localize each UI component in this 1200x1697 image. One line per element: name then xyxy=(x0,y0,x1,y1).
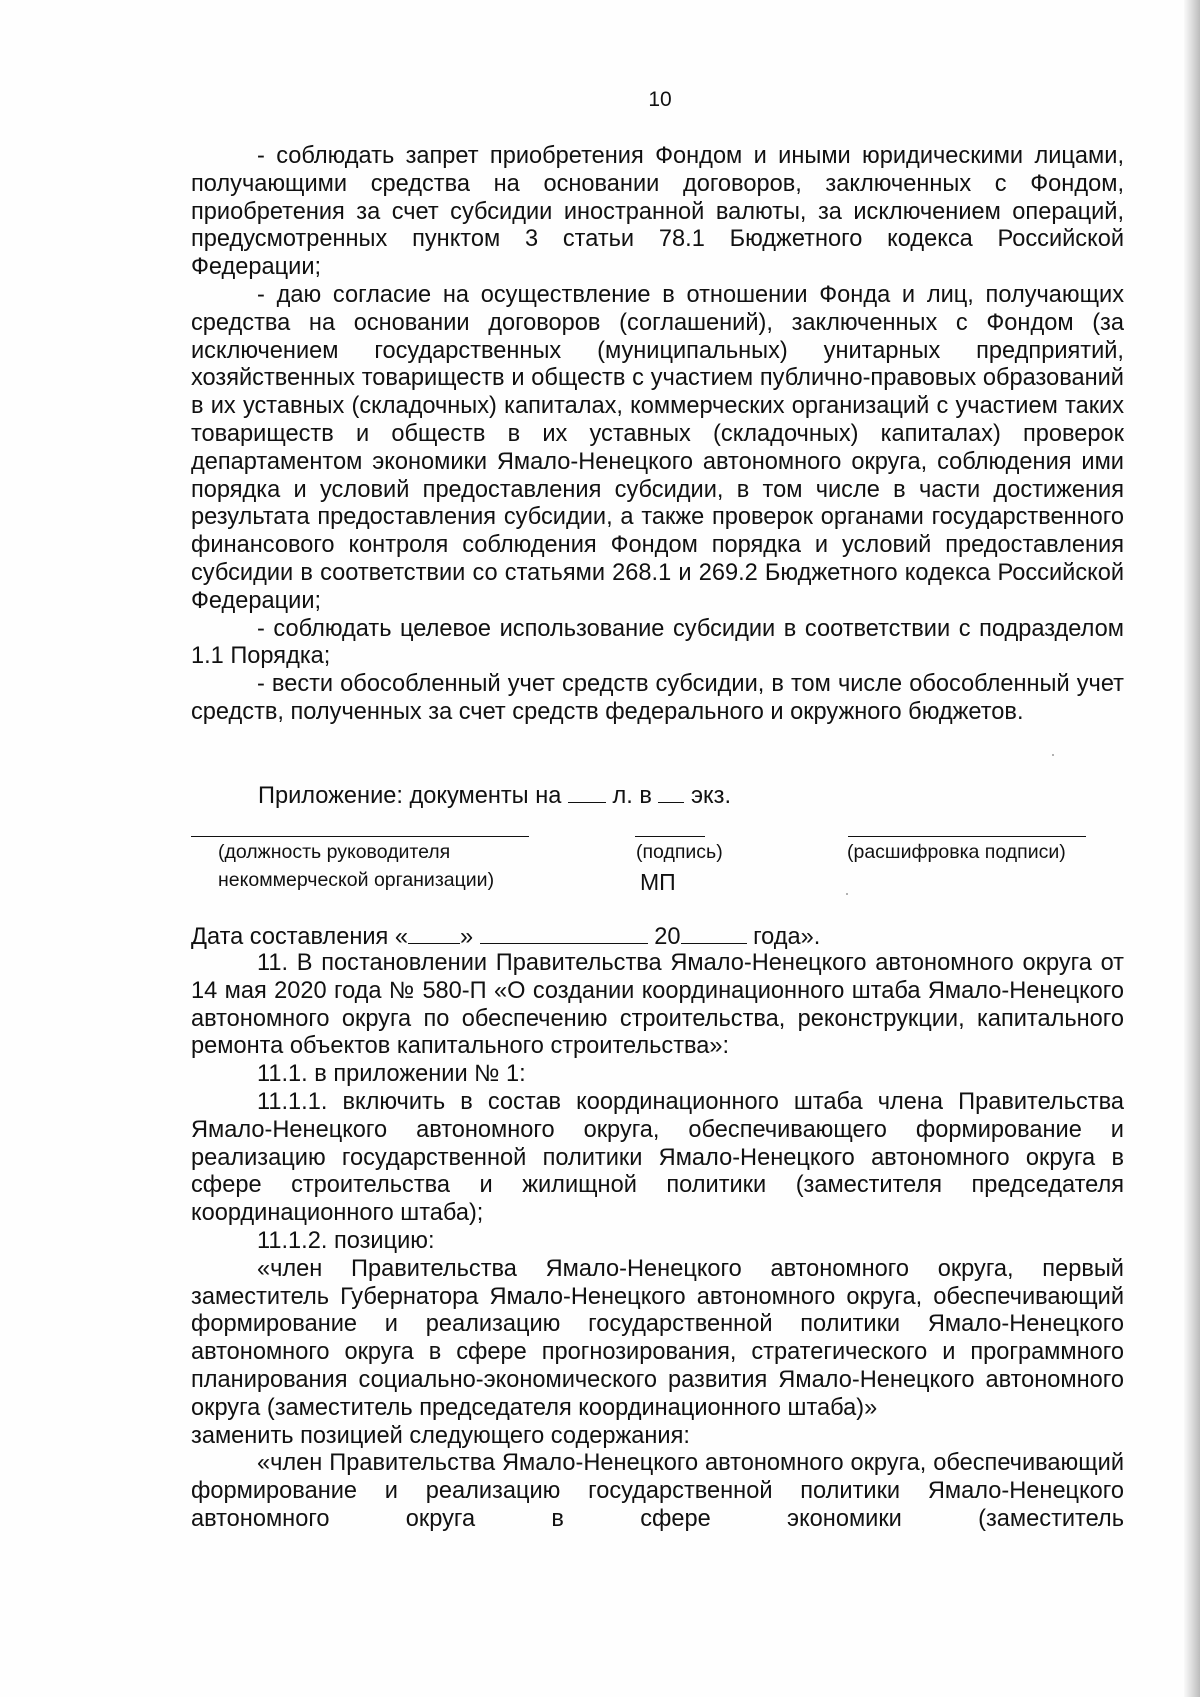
copies-blank xyxy=(658,802,684,803)
position-caption-line2: некоммерческой организации) xyxy=(218,869,495,891)
amendments-section xyxy=(191,950,1124,1534)
sheets-blank xyxy=(568,802,606,803)
day-blank xyxy=(408,943,460,944)
signature-caption: (подпись) xyxy=(636,841,723,863)
appendix-prefix: Приложение: документы на xyxy=(258,783,562,809)
position-line xyxy=(191,836,529,837)
appendix-line xyxy=(258,783,731,810)
scan-speck xyxy=(846,893,848,895)
year-blank xyxy=(681,943,747,944)
paragraph-11-1: 11.1. в приложении № 1: xyxy=(257,1061,526,1088)
paragraph-11: 11. В постановлении Правительства Ямало-Ненецкого автономного округа от 14 мая 2020 года № 580-П «О создании координационного штаба Ямало-Ненецкого автономного округа по обеспечению строительства, реконструкции, капитального ремонта объектов капитального строительства»: xyxy=(191,950,1124,1060)
month-blank xyxy=(480,943,648,944)
old-position-quote: «член Правительства Ямало-Ненецкого автономного округа, первый заместитель Губернатора Ямало-Ненецкого автономного округа, обеспечивающий формирование и реализацию государственной политики Ямало-Ненецкого автономного округа в сфере прогнозирования, стратегического и программного планирования социально-экономического развития Ямало-Ненецкого автономного округа (заместитель председателя координационного штаба)» xyxy=(191,1255,1124,1421)
appendix-middle: л. в xyxy=(612,783,652,809)
position-caption-line1: (должность руководителя xyxy=(218,841,451,863)
appendix-suffix: экз. xyxy=(691,783,732,809)
decoding-line xyxy=(848,836,1086,837)
date-quote-close: » xyxy=(460,924,474,950)
year-prefix: 20 xyxy=(654,924,681,950)
obligations-section xyxy=(191,143,1124,727)
date-prefix: Дата составления « xyxy=(191,924,408,950)
scan-speck xyxy=(1052,754,1054,756)
stamp-place-label: МП xyxy=(640,869,676,895)
paragraph-target-use: - соблюдать целевое использование субсидии в соответствии с подразделом 1.1 Порядка; xyxy=(191,615,1124,670)
date-suffix: года». xyxy=(753,924,821,950)
paragraph-currency-ban: - соблюдать запрет приобретения Фондом и иными юридическими лицами, получающими средства на основании договоров, заключенных с Фондом, приобретения за счет субсидии иностранной валюты, за исключением операций, предусмотренных пунктом 3 статьи 78.1 Бюджетного кодекса Российской Федерации; xyxy=(191,143,1124,281)
signature-line xyxy=(635,836,705,837)
paragraph-separate-accounting: - вести обособленный учет средств субсидии, в том числе обособленный учет средств, полученных за счет средств федерального и окружного бюджетов. xyxy=(191,671,1124,725)
paragraph-audit-consent: - даю согласие на осуществление в отношении Фонда и лиц, получающих средства на основании договоров (соглашений), заключенных с Фондом (за исключением государственных (муниципальных) унитарных предприятий, хозяйственных товариществ и обществ с участием публично-правовых образований в их уставных (складочных) капиталах, коммерческих организаций с участием таких товариществ и обществ в их уставных (складочных) капиталах) проверок департаментом экономики Ямало-Ненецкого автономного округа, соблюдения ими порядка и условий предоставления субсидии, в том числе в части достижения результата предоставления субсидии, а также проверок органами государственного финансового контроля соблюдения Фондом порядка и условий предоставления субсидии в соответствии со статьями 268.1 и 269.2 Бюджетного кодекса Российской Федерации; xyxy=(191,281,1124,614)
new-position-quote: «член Правительства Ямало-Ненецкого автономного округа, обеспечивающий формирование и реализацию государственной политики Ямало-Ненецкого автономного округа в сфере экономики (заместитель xyxy=(191,1450,1124,1532)
replace-with-line: заменить позицией следующего содержания: xyxy=(191,1422,690,1449)
date-line xyxy=(191,924,820,951)
position-caption xyxy=(218,838,494,894)
paragraph-11-1-2: 11.1.2. позицию: xyxy=(257,1227,435,1254)
decoding-caption: (расшифровка подписи) xyxy=(847,841,1066,863)
paragraph-11-1-1: 11.1.1. включить в состав координационного штаба члена Правительства Ямало-Ненецкого автономного округа, обеспечивающего формирование и реализацию государственной политики Ямало-Ненецкого автономного округа в сфере строительства и жилищной политики (заместителя председателя координационного штаба); xyxy=(191,1088,1124,1227)
scan-edge-shadow xyxy=(1184,0,1200,1697)
page-number: 10 xyxy=(648,88,672,111)
